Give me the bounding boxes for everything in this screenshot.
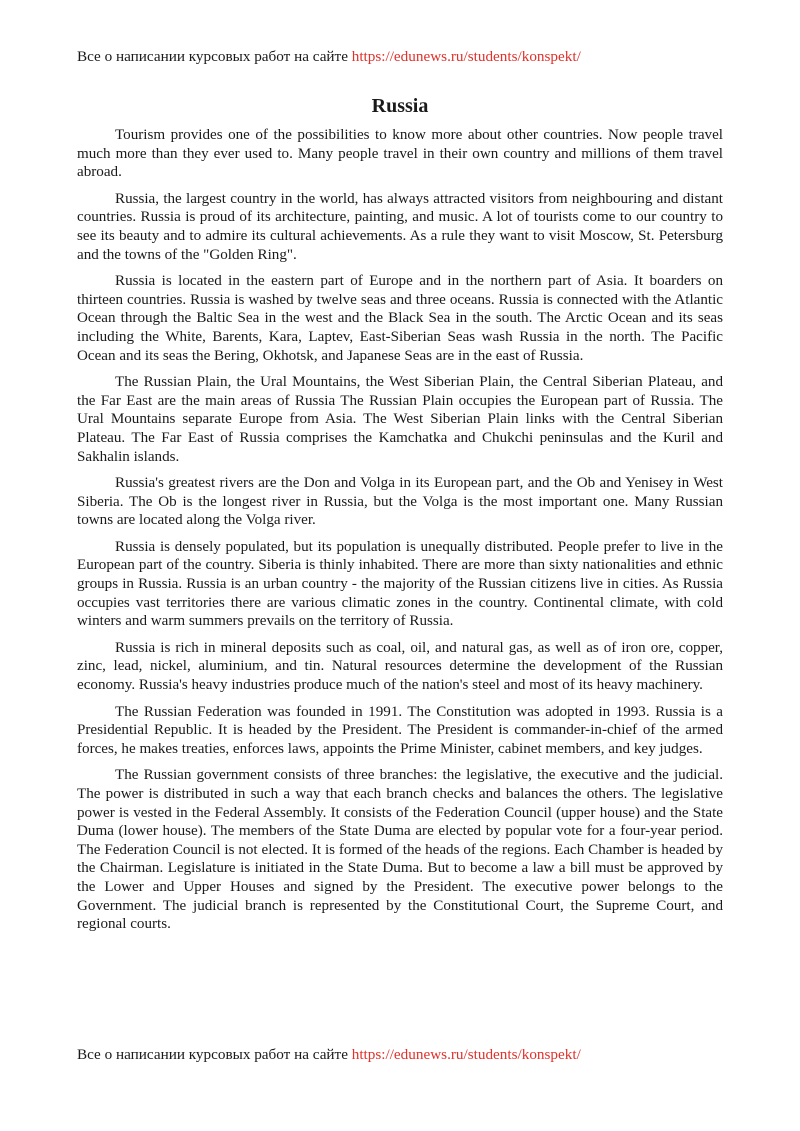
header-text: Все о написании курсовых работ на сайте <box>77 48 352 65</box>
page-header <box>77 48 581 66</box>
paragraph: The Russian Plain, the Ural Mountains, the West Siberian Plain, the Central Siberian Plateau, and the Far East are the main areas of Russia The Russian Plain occupies the European part of Russia. The Ural Mountains separate Europe from Asia. The West Siberian Plain links with the Central Siberian Plateau. The Far East of Russia comprises the Kamchatka and Chukchi peninsulas and the Kuril and Sakhalin islands. <box>77 374 723 465</box>
paragraph: The Russian government consists of three branches: the legislative, the executive and the judicial. The power is distributed in such a way that each branch checks and balances the others. The legislative power is vested in the Federal Assembly. It consists of the Federation Council (upper house) and the State Duma (lower house). The members of the State Duma are elected by popular vote for a four-year period. The Federation Council is not elected. It is formed of the heads of the regions. Each Chamber is headed by the Chairman. Legislature is initiated in the State Duma. But to become a law a bill must be approved by the Lower and Upper Houses and signed by the President. The executive power belongs to the Government. The judicial branch is represented by the Constitutional Court, the Supreme Court, and regional courts. <box>77 767 723 933</box>
paragraph: Russia is densely populated, but its population is unequally distributed. People prefer to live in the European part of the country. Siberia is thinly inhabited. There are more than sixty nationalities and ethnic groups in Russia. Russia is an urban country - the majority of the Russian citizens live in cities. As Russia occupies vast territories there are various climatic zones in the country. Continental climate, with cold winters and warm summers prevails on the territory of Russia. <box>77 538 723 630</box>
document-body <box>77 126 723 942</box>
paragraph: The Russian Federation was founded in 1991. The Constitution was adopted in 1993. Russia is a Presidential Republic. It is headed by the President. The President is commander-in-chief of the armed forces, he makes treaties, enforces laws, appoints the Prime Minister, cabinet members, and key judges. <box>77 703 723 757</box>
paragraph: Tourism provides one of the possibilities to know more about other countries. Now people travel much more than they ever used to. Many people travel in their own country and millions of them travel abroad. <box>77 127 723 181</box>
paragraph: Russia, the largest country in the world, has always attracted visitors from neighbouring and distant countries. Russia is proud of its architecture, painting, and music. A lot of tourists come to our country to see its beauty and to admire its cultural achievements. As a rule they want to visit Moscow, St. Petersburg and the towns of the "Golden Ring". <box>77 190 723 263</box>
header-link[interactable]: https://edunews.ru/students/konspekt/ <box>351 48 581 65</box>
paragraph: Russia's greatest rivers are the Don and Volga in its European part, and the Ob and Yenisey in West Siberia. The Ob is the longest river in Russia, but the Volga is the most important one. Many Russian towns are located along the Volga river. <box>77 475 723 529</box>
paragraph: Russia is located in the eastern part of Europe and in the northern part of Asia. It boarders on thirteen countries. Russia is washed by twelve seas and three oceans. Russia is connected with the Atlantic Ocean through the Baltic Sea in the west and the Black Sea in the south. The Arctic Ocean and its seas including the White, Barents, Kara, Laptev, East-Siberian Seas wash Russia in the north. The Pacific Ocean and its seas the Bering, Okhotsk, and Japanese Seas are in the east of Russia. <box>77 273 723 364</box>
document-title: Russia <box>371 95 429 117</box>
footer-text: Все о написании курсовых работ на сайте <box>77 1046 352 1063</box>
paragraph: Russia is rich in mineral deposits such as coal, oil, and natural gas, as well as of iron ore, copper, zinc, lead, nickel, aluminium, and tin. Natural resources determine the development of the Russian economy. Russia's heavy industries produce much of the nation's steel and most of its heavy machinery. <box>77 639 723 694</box>
document-page <box>77 0 723 1131</box>
footer-link[interactable]: https://edunews.ru/students/konspekt/ <box>351 1046 581 1063</box>
page-footer <box>77 1046 581 1064</box>
